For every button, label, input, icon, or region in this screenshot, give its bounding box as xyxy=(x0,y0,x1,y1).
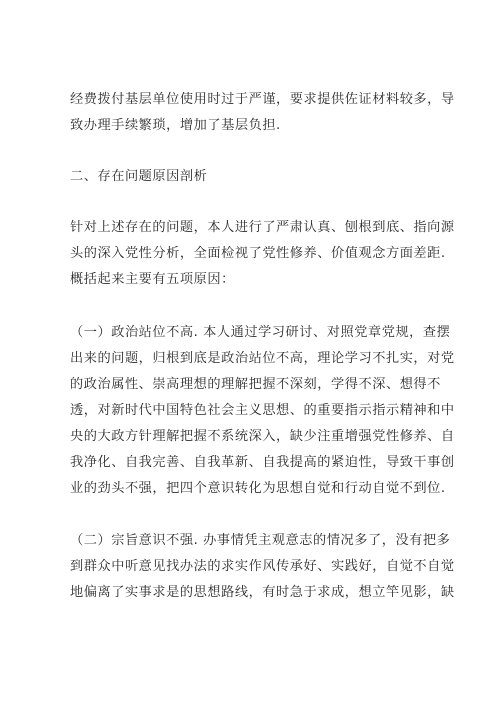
paragraph-line: （一）政治站位不高. 本人通过学习研讨、对照党章党规，查摆 xyxy=(70,325,451,340)
paragraph-line: 针对上述存在的问题，本人进行了严肃认真、刨根到底、指向源 xyxy=(70,220,455,235)
section-heading: 二、存在问题原因剖析 xyxy=(70,169,208,184)
paragraph-line: 透，对新时代中国特色社会主义思想、的重要指示指示精神和中 xyxy=(70,403,455,418)
paragraph-line: 我净化、自我完善、自我革新、自我提高的紧迫性，导致干事创 xyxy=(70,455,455,470)
paragraph-line: （二）宗旨意识不强. 办事情凭主观意志的情况多了，没有把多 xyxy=(70,533,451,548)
paragraph-line: 头的深入党性分析，全面检视了党性修养、价值观念方面差距. xyxy=(70,246,446,261)
paragraph-line: 业的劲头不强，把四个意识转化为思想自觉和行动自觉不到位. xyxy=(70,481,446,496)
paragraph-line: 概括起来主要有五项原因： xyxy=(70,272,235,287)
paragraph-line: 致办理手续繁琐，增加了基层负担. xyxy=(70,118,281,133)
paragraph-line: 出来的问题，归根到底是政治站位不高，理论学习不扎实，对党 xyxy=(70,351,455,366)
paragraph-line: 经费拨付基层单位使用时过于严谨，要求提供佐证材料较多，导 xyxy=(70,92,455,107)
paragraph-line: 的政治属性、崇高理想的理解把握不深刻，学得不深、想得不 xyxy=(70,377,441,392)
paragraph-line: 央的大政方针理解把握不系统深入，缺少注重增强党性修养、自 xyxy=(70,429,455,444)
paragraph-line: 地偏离了实事求是的思想路线，有时急于求成，想立竿见影，缺 xyxy=(70,585,455,600)
paragraph-line: 到群众中听意见找办法的求实作风传承好、实践好，自觉不自觉 xyxy=(70,559,455,574)
